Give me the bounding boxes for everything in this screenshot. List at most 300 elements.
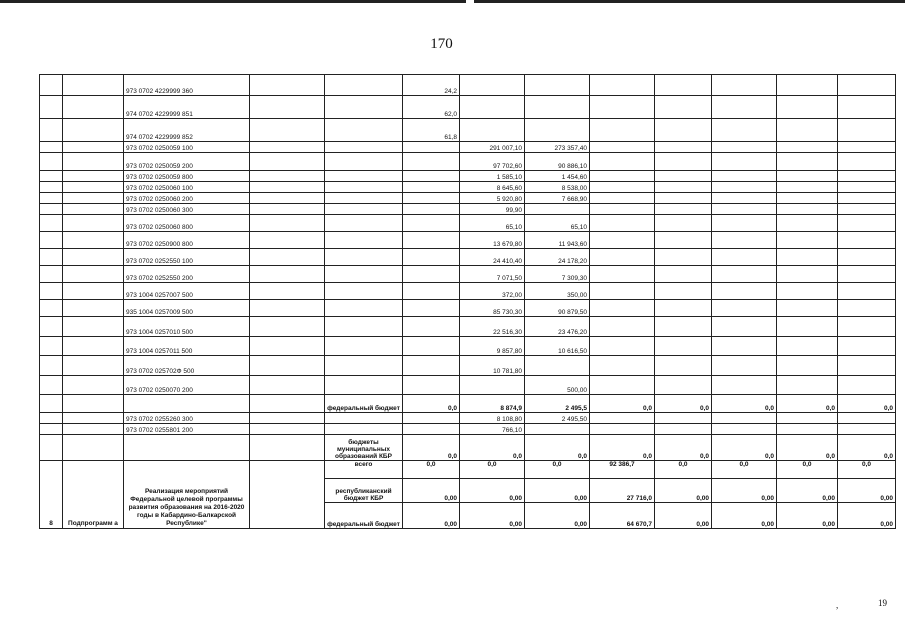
row-type-cell: [63, 153, 124, 171]
value-cell: [777, 424, 838, 435]
value-2014: [403, 266, 460, 283]
value-2016: 350,00: [525, 283, 590, 300]
value-2015: 8 645,60: [460, 182, 525, 193]
value-cell: [777, 317, 838, 337]
value-cell: [838, 96, 896, 119]
value-cell: 0,0: [777, 435, 838, 461]
value-2016: 90 879,50: [525, 300, 590, 317]
row-type-cell: [63, 266, 124, 283]
budget-code: 973 0702 0250070 200: [124, 376, 250, 395]
table-row: [40, 142, 896, 153]
funding-source: всего: [325, 461, 403, 479]
value-2015: [460, 119, 525, 142]
row-type-cell: [63, 376, 124, 395]
value-cell: 0,0: [655, 461, 712, 479]
value-cell: [712, 182, 777, 193]
value-cell: [712, 424, 777, 435]
row-number-cell: [40, 153, 63, 171]
row-type-cell: [63, 232, 124, 249]
value-cell: [590, 193, 655, 204]
row-type-cell: [63, 75, 124, 96]
value-2014: [403, 215, 460, 232]
source-cell: [325, 249, 403, 266]
budget-code: 973 0702 0255801 200: [124, 424, 250, 435]
value-2016: 65,10: [525, 215, 590, 232]
source-cell: [325, 119, 403, 142]
budget-code: 974 0702 4229999 851: [124, 96, 250, 119]
value-cell: 0,0: [403, 461, 460, 479]
table-row: [40, 215, 896, 232]
value-cell: 0,0: [838, 461, 896, 479]
value-cell: 0,00: [460, 479, 525, 503]
value-2015: 8 108,80: [460, 413, 525, 424]
value-cell: [655, 376, 712, 395]
value-cell: 0,00: [712, 479, 777, 503]
table-row: [40, 204, 896, 215]
value-2016: [525, 356, 590, 376]
value-2016: [525, 204, 590, 215]
row-type-cell: [63, 119, 124, 142]
source-cell: [325, 232, 403, 249]
value-2014: [403, 376, 460, 395]
blank-cell: [250, 424, 325, 435]
value-cell: [712, 413, 777, 424]
value-cell: [655, 142, 712, 153]
value-cell: [777, 413, 838, 424]
top-border-line: [0, 0, 905, 3]
value-cell: [590, 283, 655, 300]
value-2014: [403, 171, 460, 182]
value-2016: 1 454,60: [525, 171, 590, 182]
budget-code: 973 0702 0250060 800: [124, 215, 250, 232]
value-cell: [655, 266, 712, 283]
table-row: [40, 283, 896, 300]
value-cell: 0,0: [712, 435, 777, 461]
value-2015: 24 410,40: [460, 249, 525, 266]
subprogram-title: Реализация мероприятий Федеральной целевой программы развития образования на 2016-2020 годы в Кабардино-Балкарской Республике": [124, 461, 250, 529]
value-2015: 99,90: [460, 204, 525, 215]
row-number-cell: [40, 142, 63, 153]
row-number-cell: [40, 215, 63, 232]
value-cell: [777, 356, 838, 376]
value-cell: 0,00: [777, 503, 838, 529]
value-cell: 0,00: [655, 479, 712, 503]
value-cell: [655, 317, 712, 337]
value-cell: [590, 182, 655, 193]
source-cell: [325, 424, 403, 435]
budget-code: 973 0702 0250059 800: [124, 171, 250, 182]
value-cell: [590, 266, 655, 283]
value-cell: [590, 171, 655, 182]
value-2015: 97 702,60: [460, 153, 525, 171]
row-number-cell: [40, 96, 63, 119]
value-cell: [590, 424, 655, 435]
blank-cell: [250, 193, 325, 204]
value-cell: [590, 96, 655, 119]
value-cell: [590, 142, 655, 153]
table-row: [40, 395, 896, 413]
row-number-cell: [40, 283, 63, 300]
value-cell: 0,0: [403, 395, 460, 413]
source-cell: [325, 413, 403, 424]
value-2015: [460, 75, 525, 96]
value-cell: [838, 249, 896, 266]
row-number-cell: [40, 193, 63, 204]
row-type-cell: [63, 215, 124, 232]
value-cell: [777, 204, 838, 215]
value-2016: 23 476,20: [525, 317, 590, 337]
value-cell: [777, 266, 838, 283]
value-cell: [655, 283, 712, 300]
row-type-cell: [63, 300, 124, 317]
table-row: [40, 376, 896, 395]
value-cell: [777, 376, 838, 395]
budget-code: [124, 435, 250, 461]
table-row: [40, 182, 896, 193]
blank-cell: [250, 204, 325, 215]
value-cell: [712, 215, 777, 232]
value-2016: 500,00: [525, 376, 590, 395]
value-cell: [655, 337, 712, 356]
value-cell: [655, 193, 712, 204]
value-2014: [403, 204, 460, 215]
value-cell: 0,00: [838, 503, 896, 529]
value-2016: 90 886,10: [525, 153, 590, 171]
subprogram-type: Подпрограмм а: [63, 461, 124, 529]
value-cell: [777, 182, 838, 193]
row-number-cell: [40, 424, 63, 435]
table-row: [40, 249, 896, 266]
table-row: [40, 75, 896, 96]
value-cell: 0,0: [403, 435, 460, 461]
value-cell: 0,00: [712, 503, 777, 529]
value-cell: [838, 75, 896, 96]
value-cell: 0,0: [712, 395, 777, 413]
value-cell: [712, 193, 777, 204]
value-cell: [838, 424, 896, 435]
value-cell: [777, 215, 838, 232]
funding-source: республиканский бюджет КБР: [325, 479, 403, 503]
blank-cell: [250, 75, 325, 96]
budget-table: [39, 74, 896, 529]
row-number-cell: [40, 435, 63, 461]
value-cell: [712, 75, 777, 96]
value-cell: [712, 337, 777, 356]
blank-cell: [250, 435, 325, 461]
value-cell: [655, 171, 712, 182]
source-cell: [325, 204, 403, 215]
value-cell: 0,0: [777, 395, 838, 413]
value-cell: 0,00: [838, 479, 896, 503]
value-cell: [655, 215, 712, 232]
budget-code: 973 1004 0257010 500: [124, 317, 250, 337]
row-type-cell: [63, 96, 124, 119]
budget-code: 973 0702 0250900 800: [124, 232, 250, 249]
blank-cell: [250, 356, 325, 376]
value-2015: 766,10: [460, 424, 525, 435]
source-cell: [325, 75, 403, 96]
source-cell: [325, 283, 403, 300]
row-type-cell: [63, 283, 124, 300]
value-cell: [777, 193, 838, 204]
value-cell: [838, 317, 896, 337]
blank-cell: [250, 300, 325, 317]
value-cell: 0,0: [712, 461, 777, 479]
value-cell: 0,00: [777, 479, 838, 503]
row-type-cell: [63, 204, 124, 215]
value-cell: 0,0: [655, 435, 712, 461]
row-number-cell: [40, 300, 63, 317]
value-2015: 85 730,30: [460, 300, 525, 317]
source-cell: [325, 171, 403, 182]
value-cell: [655, 75, 712, 96]
row-type-cell: [63, 337, 124, 356]
budget-code: 935 1004 0257009 500: [124, 300, 250, 317]
value-cell: 0,0: [838, 395, 896, 413]
budget-code: 973 0702 0250060 200: [124, 193, 250, 204]
row-number-cell: [40, 171, 63, 182]
value-2016: 7 309,30: [525, 266, 590, 283]
value-cell: 0,00: [460, 503, 525, 529]
value-cell: [712, 356, 777, 376]
value-cell: [712, 266, 777, 283]
value-cell: [777, 232, 838, 249]
value-cell: [655, 413, 712, 424]
blank-cell: [250, 182, 325, 193]
value-cell: [838, 204, 896, 215]
value-2016: [525, 96, 590, 119]
budget-code: 973 0702 0252550 100: [124, 249, 250, 266]
value-cell: [590, 75, 655, 96]
value-cell: [403, 413, 460, 424]
budget-code: 973 0702 0250059 100: [124, 142, 250, 153]
value-cell: 8 874,9: [460, 395, 525, 413]
blank-cell: [250, 395, 325, 413]
value-cell: 64 670,7: [590, 503, 655, 529]
value-cell: 2 495,5: [525, 395, 590, 413]
row-type-cell: [63, 142, 124, 153]
value-cell: 0,0: [525, 435, 590, 461]
budget-code: 973 0702 0250060 300: [124, 204, 250, 215]
blank-cell: [250, 249, 325, 266]
value-cell: [590, 153, 655, 171]
value-cell: 27 716,0: [590, 479, 655, 503]
budget-code: 973 0702 025702Ф 500: [124, 356, 250, 376]
table-row: [40, 153, 896, 171]
value-2015: 10 781,80: [460, 356, 525, 376]
row-type-cell: [63, 395, 124, 413]
blank-cell: [250, 142, 325, 153]
value-cell: [590, 204, 655, 215]
value-2014: [403, 153, 460, 171]
value-cell: [403, 424, 460, 435]
table-row: [40, 266, 896, 283]
value-2016: 2 495,50: [525, 413, 590, 424]
value-cell: [777, 119, 838, 142]
value-2015: 65,10: [460, 215, 525, 232]
blank-cell: [250, 215, 325, 232]
row-number-cell: [40, 376, 63, 395]
value-2014: 61,8: [403, 119, 460, 142]
source-cell: [325, 317, 403, 337]
value-cell: [655, 119, 712, 142]
value-cell: [712, 283, 777, 300]
source-cell: [325, 96, 403, 119]
value-cell: 0,0: [590, 395, 655, 413]
row-number-cell: [40, 413, 63, 424]
table-row: [40, 171, 896, 182]
value-cell: [777, 300, 838, 317]
table-row: [40, 356, 896, 376]
value-cell: [655, 232, 712, 249]
table-row: [40, 435, 896, 461]
row-number-cell: [40, 317, 63, 337]
value-cell: [712, 376, 777, 395]
value-cell: [777, 142, 838, 153]
value-cell: 0,0: [655, 395, 712, 413]
blank-cell: [250, 317, 325, 337]
value-2016: [525, 75, 590, 96]
budget-code: 973 1004 0257011 500: [124, 337, 250, 356]
value-cell: [655, 249, 712, 266]
source-cell: [325, 215, 403, 232]
row-type-cell: [63, 413, 124, 424]
value-cell: [655, 204, 712, 215]
value-cell: 0,0: [525, 461, 590, 479]
value-cell: [655, 96, 712, 119]
source-cell: [325, 142, 403, 153]
value-2015: 13 679,80: [460, 232, 525, 249]
footer-mark-left: ,: [836, 600, 839, 610]
row-number-cell: [40, 356, 63, 376]
row-type-cell: [63, 182, 124, 193]
value-2014: [403, 249, 460, 266]
value-cell: [838, 300, 896, 317]
row-number-cell: [40, 395, 63, 413]
value-cell: [590, 119, 655, 142]
table-row: [40, 232, 896, 249]
value-2014: [403, 283, 460, 300]
table-row: [40, 119, 896, 142]
value-2014: [403, 356, 460, 376]
value-cell: [838, 171, 896, 182]
blank-cell: [250, 171, 325, 182]
value-2015: 372,00: [460, 283, 525, 300]
source-cell: [325, 300, 403, 317]
table-row: [40, 317, 896, 337]
footer-mark-right: 19: [878, 598, 887, 608]
budget-code: 973 0702 0255260 300: [124, 413, 250, 424]
value-2016: 273 357,40: [525, 142, 590, 153]
value-cell: [655, 356, 712, 376]
value-2014: [403, 232, 460, 249]
value-2014: 62,0: [403, 96, 460, 119]
row-type-cell: [63, 356, 124, 376]
value-cell: [712, 204, 777, 215]
value-2015: 7 071,50: [460, 266, 525, 283]
top-border-gap: [466, 0, 474, 3]
value-cell: [838, 142, 896, 153]
value-cell: [712, 232, 777, 249]
row-type-cell: [63, 193, 124, 204]
value-cell: [712, 142, 777, 153]
row-type-cell: [63, 424, 124, 435]
source-cell: [325, 153, 403, 171]
source-cell: [325, 376, 403, 395]
value-cell: [590, 413, 655, 424]
value-2016: 10 616,50: [525, 337, 590, 356]
blank-cell: [250, 283, 325, 300]
value-2016: [525, 424, 590, 435]
value-cell: [655, 182, 712, 193]
value-cell: [655, 424, 712, 435]
value-2014: [403, 300, 460, 317]
value-cell: [838, 215, 896, 232]
value-cell: 0,00: [655, 503, 712, 529]
page-number: 170: [430, 36, 453, 52]
blank-cell: [250, 153, 325, 171]
row-type-cell: [63, 171, 124, 182]
value-cell: 0,0: [460, 435, 525, 461]
value-cell: [777, 75, 838, 96]
value-cell: [838, 182, 896, 193]
value-2014: [403, 317, 460, 337]
value-cell: 0,0: [460, 461, 525, 479]
row-number-cell: [40, 119, 63, 142]
row-number-cell: [40, 182, 63, 193]
value-cell: [712, 249, 777, 266]
value-cell: [838, 232, 896, 249]
value-2015: 1 585,10: [460, 171, 525, 182]
blank-cell: [250, 232, 325, 249]
funding-source: федеральный бюджет: [325, 395, 403, 413]
value-cell: [590, 300, 655, 317]
value-2016: 7 668,90: [525, 193, 590, 204]
row-number-cell: [40, 75, 63, 96]
value-cell: [777, 153, 838, 171]
value-cell: [590, 337, 655, 356]
value-cell: [838, 193, 896, 204]
value-cell: 0,0: [838, 435, 896, 461]
source-cell: [325, 193, 403, 204]
budget-code: 973 0702 0250060 100: [124, 182, 250, 193]
table-row: [40, 193, 896, 204]
table-row: [40, 461, 896, 479]
value-cell: 0,00: [525, 503, 590, 529]
table-row: [40, 96, 896, 119]
value-cell: [838, 153, 896, 171]
value-2014: [403, 142, 460, 153]
value-2015: [460, 96, 525, 119]
value-2014: [403, 193, 460, 204]
value-2016: 11 943,60: [525, 232, 590, 249]
blank-cell: [250, 266, 325, 283]
value-cell: [655, 153, 712, 171]
table-row: [40, 413, 896, 424]
budget-code: 974 0702 4229999 852: [124, 119, 250, 142]
value-cell: [712, 153, 777, 171]
value-cell: [838, 119, 896, 142]
value-cell: [838, 376, 896, 395]
value-cell: [777, 96, 838, 119]
value-2016: 8 538,00: [525, 182, 590, 193]
source-cell: [325, 356, 403, 376]
funding-source: бюджеты муниципальных образований КБР: [325, 435, 403, 461]
value-cell: [712, 96, 777, 119]
value-cell: [838, 413, 896, 424]
blank-cell: [250, 96, 325, 119]
table-row: [40, 300, 896, 317]
